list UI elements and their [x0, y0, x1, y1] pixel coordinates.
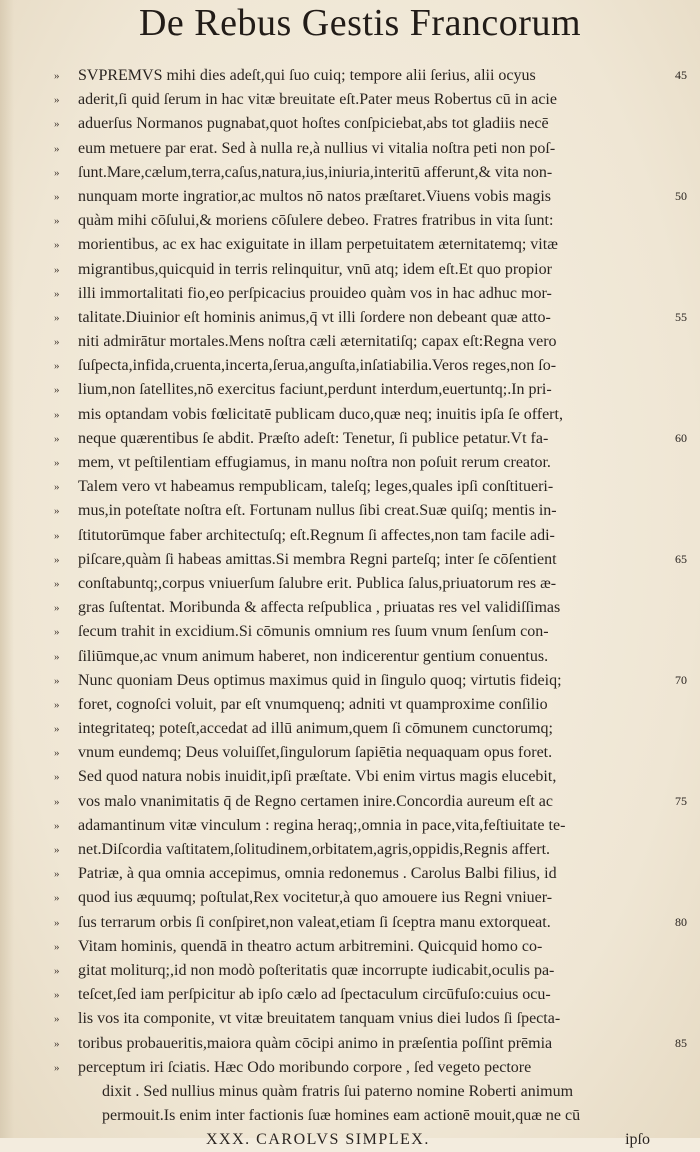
line-text: ſus terrarum orbis ſi conſpiret,non valeat,etiam ſi ſceptra manu extorqueat.: [78, 913, 551, 931]
text-line: [54, 306, 678, 330]
text-line: [54, 451, 678, 475]
signature-mark: XXX. CAROLVS SIMPLEX.: [206, 1131, 430, 1149]
marginal-line-number: 75: [675, 794, 687, 808]
quote-mark: »: [54, 674, 60, 687]
quote-mark: »: [54, 481, 60, 494]
quote-mark: »: [54, 1013, 60, 1026]
line-text: mem, vt peſtilentiam effugiamus, in manu noſtra non poſuit rerum creator.: [78, 454, 551, 471]
line-text: illi immortalitati fio,eo perſpicacius prouideo quàm vos in hac adhuc mor-: [78, 284, 552, 302]
catchword: ipſo: [625, 1131, 650, 1149]
text-line: [54, 499, 678, 523]
marginal-line-number: 70: [675, 673, 687, 687]
line-text: teſcet,ſed iam perſpicitur ab ipſo cælo ad ſpectaculum circūfuſo:cuius ocu-: [78, 986, 551, 1004]
quote-mark: »: [54, 142, 60, 155]
text-line: [54, 669, 678, 693]
line-text: piſcare,quàm ſi habeas amittas.Si membra Regni parteſq; inter ſe cōſentient: [78, 550, 557, 568]
quote-mark: »: [54, 602, 60, 615]
quote-mark: »: [54, 360, 60, 373]
text-line: [54, 911, 678, 935]
marginal-line-number: 50: [675, 189, 687, 203]
quote-mark: »: [54, 239, 60, 252]
line-text: niti admirātur mortales.Mens noſtra cæli æternitatiſq; capax eſt:Regna vero: [78, 333, 557, 351]
text-line: [54, 112, 678, 136]
text-line: [78, 1104, 678, 1128]
line-text: aduerſus Normanos pugnabat,quot hoſtes conſpiciebat,abs tot gladiis necē: [78, 115, 549, 133]
line-text: mis optandam vobis fœlicitatē publicam duco,quæ neq; inuitis ipſa ſe offert,: [78, 405, 563, 423]
running-head-text: De Rebus Gestis Francorum: [138, 2, 582, 44]
text-line: [54, 354, 678, 378]
text-line: [54, 862, 678, 886]
quote-mark: »: [54, 819, 60, 832]
line-text: ſiliūmque,ac vnum animum haberet, non indicerentur gentium conuentus.: [78, 647, 549, 665]
quote-mark: »: [54, 940, 60, 953]
line-text: morientibus, ac ex hac exiguitate in illam perpetuitatem æternitatemq; vitæ: [78, 236, 558, 254]
quote-mark: »: [54, 408, 60, 421]
quote-mark: »: [54, 747, 60, 760]
quote-mark: »: [54, 771, 60, 784]
text-line: [54, 64, 678, 88]
text-line: [54, 693, 678, 717]
quote-mark: »: [54, 70, 60, 82]
text-line: [54, 959, 678, 983]
quote-mark: »: [54, 626, 60, 639]
text-line: [54, 814, 678, 838]
text-line: [54, 475, 678, 499]
text-line: [54, 741, 678, 765]
marginal-line-number: 85: [675, 1036, 687, 1050]
quote-mark: »: [54, 795, 60, 808]
line-text: adamantinum vitæ vinculum : regina heraq;,omnia in pace,vita,feſtiuitate te-: [78, 816, 566, 834]
quote-mark: »: [54, 287, 60, 300]
line-text: gitat moliturq;,id non modò poſteritatis quæ incorrupte iudicabit,oculis pa-: [78, 961, 555, 979]
line-text: ſecum trahit in excidium.Si cōmunis omnium res ſuum vnum ſenſum con-: [78, 623, 549, 641]
text-line: [54, 161, 678, 185]
quote-mark: »: [54, 118, 60, 131]
line-text: gras ſuſtentat. Moribunda & affecta reſpublica , priuatas res vel validiſſimas: [78, 599, 561, 617]
marginal-line-number: 60: [675, 431, 687, 445]
text-line: [54, 572, 678, 596]
text-line: [54, 765, 678, 789]
line-text: conſtabuntq;,corpus vniuerſum ſalubre erit. Publica ſalus,priuatorum res æ-: [78, 574, 557, 592]
text-line: [54, 378, 678, 402]
text-line: [78, 1080, 678, 1104]
text-line: [54, 717, 678, 741]
quote-mark: »: [54, 263, 60, 276]
line-text: vos malo vnanimitatis q̄ de Regno certamen inire.Concordia aureum eſt ac: [78, 792, 553, 810]
line-text: quod ius æquumq; poſtulat,Rex vocitetur,à quo amouere ius Regni vniuer-: [78, 889, 553, 907]
line-text: mus,in poteſtate noſtra eſt. Fortunam nullus ſibi creat.Suæ quiſq; mentis in-: [78, 502, 557, 520]
text-line: [54, 524, 678, 548]
line-text: integritateq; poteſt,accedat ad illū animum,quem ſi cōmunem cunctorumq;: [78, 720, 553, 738]
quote-mark: »: [54, 650, 60, 663]
text-line: [54, 645, 678, 669]
quote-mark: »: [54, 698, 60, 711]
quote-mark: »: [54, 964, 60, 977]
quote-mark: »: [54, 844, 60, 856]
text-line: [54, 233, 678, 257]
quote-mark: »: [54, 1037, 60, 1050]
text-block: [54, 64, 678, 1152]
line-text: foret, cognoſci voluit, par eſt vnumquenq; adniti vt quamproxime conſilio: [78, 695, 548, 713]
quote-mark: »: [54, 989, 60, 1002]
signature-line: [78, 1128, 678, 1152]
line-text: lium,non ſatellites,nō exercitus faciunt,perdunt interdum,euertuntq;.In pri-: [78, 381, 552, 399]
line-text: dixit . Sed nullius minus quàm fratris ſui paterno nomine Roberti animum: [102, 1082, 574, 1100]
quote-mark: »: [54, 916, 60, 929]
quote-mark: »: [54, 868, 60, 881]
quote-mark: »: [54, 723, 60, 736]
text-line: [54, 548, 678, 572]
running-head: [0, 0, 700, 46]
text-line: [54, 596, 678, 620]
marginal-line-number: 55: [675, 310, 687, 324]
line-text: permouit.Is enim inter factionis ſuæ homines eam actionē mouit,quæ ne cū: [102, 1107, 581, 1125]
text-line: [54, 209, 678, 233]
quote-mark: »: [54, 529, 60, 542]
line-text: Talem vero vt habeamus rempublicam, taleſq; leges,quales ipſi conſtitueri-: [78, 478, 554, 496]
line-text: vnum eundemq; Deus voluiſſet,ſingulorum ſapiētia nequaquam opus foret.: [78, 744, 553, 762]
marginal-line-number: 80: [675, 915, 687, 929]
line-text: perceptum iri ſciatis. Hæc Odo moribundo corpore , ſed vegeto pectore: [78, 1058, 532, 1076]
quote-mark: »: [54, 1061, 60, 1074]
quote-mark: »: [54, 577, 60, 590]
quote-mark: »: [54, 94, 60, 107]
text-line: [54, 258, 678, 282]
quote-mark: »: [54, 311, 60, 324]
line-text: migrantibus,quicquid in terris relinquitur, vnū atq; idem eſt.Et quo propior: [78, 260, 552, 278]
marginal-line-number: 65: [675, 552, 687, 566]
text-line: [54, 838, 678, 862]
quote-mark: »: [54, 505, 60, 518]
text-line: [54, 88, 678, 112]
line-text: net.Diſcordia vaſtitatem,ſolitudinem,orbitatem,agris,oppidis,Regnis affert.: [78, 841, 551, 858]
text-line: [54, 282, 678, 306]
text-line: [54, 790, 678, 814]
line-text: Nunc quoniam Deus optimus maximus quid in ſingulo quoq; virtutis fideiq;: [78, 671, 562, 689]
line-text: ſuſpecta,infida,cruenta,incerta,ſerua,anguſta,inſatiabilia.Veros reges,non ſo-: [78, 357, 557, 375]
quote-mark: »: [54, 384, 60, 397]
page-spine-shadow: [0, 0, 14, 1138]
line-text: Patriæ, à qua omnia accepimus, omnia redonemus . Carolus Balbi filius, id: [78, 865, 557, 883]
text-line: [54, 935, 678, 959]
quote-mark: »: [54, 336, 60, 349]
line-text: lis vos ita componite, vt vitæ breuitatem tanquam vnius diei ludos ſi ſpecta-: [78, 1010, 561, 1028]
line-text: ſtitutorūmque faber architectuſq; eſt.Regnum ſi affectes,non tam facile adi-: [78, 526, 555, 544]
line-text: nunquam morte ingratior,ac multos nō natos præſtaret.Viuens vobis magis: [78, 187, 551, 205]
text-line: [54, 983, 678, 1007]
quote-mark: »: [54, 432, 60, 445]
text-line: [54, 620, 678, 644]
text-line: [54, 1007, 678, 1031]
text-line: [54, 886, 678, 910]
text-line: [54, 1056, 678, 1080]
line-text: toribus probaueritis,maiora quàm cōcipi animo in præſentia poſſint prēmia: [78, 1034, 553, 1052]
quote-mark: »: [54, 215, 60, 228]
text-line: [54, 330, 678, 354]
line-text: Sed quod natura nobis inuidit,ipſi præſtate. Vbi enim virtus magis elucebit,: [78, 768, 557, 786]
quote-mark: »: [54, 553, 60, 566]
line-text: Vitam hominis, quendā in theatro actum arbitremini. Quicquid homo co-: [78, 937, 543, 955]
text-line: [54, 403, 678, 427]
quote-mark: »: [54, 190, 60, 203]
line-text: ſunt.Mare,cælum,terra,caſus,natura,ius,iniuria,interitū afferunt,& vita non-: [78, 163, 553, 181]
line-text: talitate.Diuinior eſt hominis animus,q̄ vt illi ſordere non debeant quæ atto-: [78, 308, 551, 326]
line-text: SVPREMVS mihi dies adeſt,qui ſuo cuiq; tempore alii ſerius, alii ocyus: [78, 67, 536, 84]
marginal-line-number: 45: [675, 68, 687, 82]
text-line: [54, 1032, 678, 1056]
line-text: eum metuere par erat. Sed à nulla re,à nullius vi vitalia noſtra peti non poſ-: [78, 139, 556, 157]
line-text: quàm mihi cōſului,& moriens cōſulere debeo. Fratres fratribus in vita ſunt:: [78, 212, 554, 230]
line-text: aderit,ſi quid ſerum in hac vitæ breuitate eſt.Pater meus Robertus cū in acie: [78, 91, 557, 109]
text-line: [54, 137, 678, 161]
line-text: neque quærentibus ſe abdit. Præſto adeſt: Tenetur, ſi publice petatur.Vt fa-: [78, 429, 549, 447]
quote-mark: »: [54, 457, 60, 469]
text-line: [54, 185, 678, 209]
quote-mark: »: [54, 166, 60, 179]
text-line: [54, 427, 678, 451]
quote-mark: »: [54, 892, 60, 905]
